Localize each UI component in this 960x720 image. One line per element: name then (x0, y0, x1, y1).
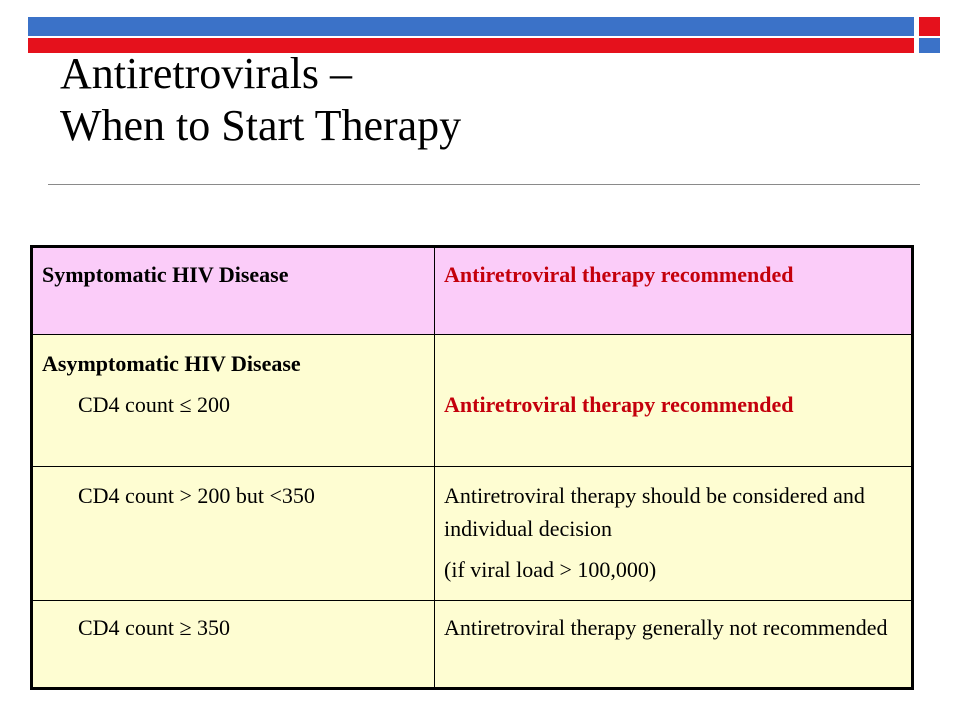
condition-cell (33, 467, 435, 600)
table-row (33, 601, 911, 687)
title-line-2: When to Start Therapy (60, 101, 462, 150)
recommendation-cell (435, 335, 911, 466)
table-row (33, 248, 911, 335)
top-red-square (919, 17, 940, 36)
table-row (33, 335, 911, 467)
title-divider (48, 184, 920, 185)
recommendation-text: Antiretroviral therapy recommended (444, 392, 794, 417)
condition-text: Symptomatic HIV Disease (42, 262, 289, 287)
therapy-table (30, 245, 914, 690)
recommendation-cell (435, 467, 911, 600)
table-row (33, 467, 911, 601)
title-line-1: Antiretrovirals – (60, 49, 353, 98)
recommendation-cell (435, 601, 911, 687)
condition-cell (33, 248, 435, 334)
condition-text: CD4 count > 200 but <350 (78, 483, 315, 508)
top-blue-square (919, 38, 940, 53)
slide-title (60, 48, 920, 152)
condition-text: CD4 count ≥ 350 (78, 615, 231, 640)
condition-cell (33, 601, 435, 687)
recommendation-text: Antiretroviral therapy recommended (444, 262, 794, 287)
recommendation-note: (if viral load > 100,000) (444, 557, 657, 582)
condition-heading: Asymptomatic HIV Disease (42, 351, 301, 376)
condition-text: CD4 count ≤ 200 (78, 392, 231, 417)
top-blue-bar (28, 17, 914, 36)
recommendation-text: Antiretroviral therapy generally not recommended (444, 615, 888, 640)
recommendation-text: Antiretroviral therapy should be considered and individual decision (444, 483, 865, 541)
recommendation-cell (435, 248, 911, 334)
condition-cell (33, 335, 435, 466)
